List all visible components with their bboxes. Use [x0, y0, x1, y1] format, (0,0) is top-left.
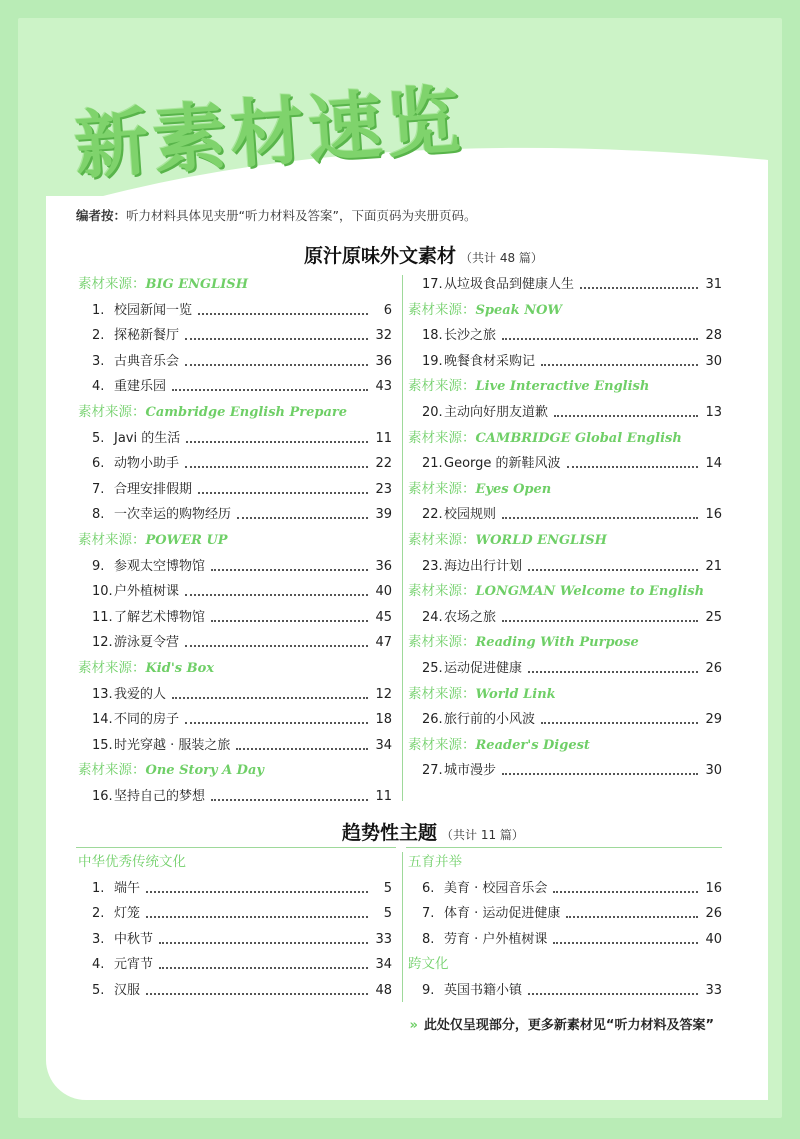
entry-number: 1. — [92, 302, 105, 318]
editor-note-label: 编者按： — [76, 208, 127, 223]
source-label: 素材来源： — [78, 531, 146, 548]
entry-page-number: 14 — [705, 456, 722, 472]
source-name: Eyes Open — [475, 481, 552, 497]
entry-title: 城市漫步 — [444, 763, 497, 779]
entry-number: 11. — [92, 609, 113, 625]
source-heading — [408, 952, 722, 978]
dot-leader — [502, 758, 698, 775]
source-label: 素材来源： — [78, 659, 146, 676]
entry-title: 元宵节 — [114, 957, 154, 973]
entry-title: 美育 · 校园音乐会 — [444, 880, 548, 896]
toc-entry[interactable] — [408, 451, 722, 477]
source-label: 五育并举 — [408, 854, 462, 870]
dot-leader — [198, 298, 368, 315]
entry-number: 5. — [92, 430, 105, 446]
source-label: 素材来源： — [408, 634, 476, 651]
source-label: 跨文化 — [408, 956, 449, 973]
entry-page-number: 36 — [375, 353, 392, 369]
entry-title: Javi 的生活 — [114, 430, 181, 446]
toc-entry[interactable] — [78, 451, 392, 477]
source-heading — [408, 528, 722, 554]
dot-leader — [502, 323, 698, 340]
entry-number: 26. — [422, 712, 443, 728]
toc-entry[interactable] — [78, 784, 392, 810]
entry-number: 3. — [92, 353, 105, 369]
toc-entry[interactable] — [78, 682, 392, 708]
section-title-trend — [342, 818, 524, 845]
entry-number: 2. — [92, 906, 105, 922]
entry-page-number: 34 — [375, 957, 392, 973]
entry-title: 游泳夏令营 — [114, 635, 180, 651]
source-name: Speak NOW — [475, 302, 563, 318]
dot-leader — [567, 451, 698, 468]
source-heading — [78, 272, 392, 298]
toc-entry[interactable] — [78, 630, 392, 656]
dot-leader — [528, 978, 698, 995]
dot-leader — [172, 374, 368, 391]
source-name: Reading With Purpose — [475, 635, 639, 651]
entry-page-number: 5 — [383, 880, 392, 896]
source-heading — [408, 477, 722, 503]
source-heading — [78, 528, 392, 554]
entry-page-number: 30 — [705, 353, 722, 369]
entry-title: 校园新闻一览 — [114, 302, 193, 318]
toc-entry[interactable] — [78, 554, 392, 580]
entry-title: 了解艺术博物馆 — [114, 609, 206, 625]
source-heading — [78, 758, 392, 784]
toc-entry[interactable] — [408, 876, 722, 902]
footer-note-text: 此处仅呈现部分，更多新素材见“听力材料及答案” — [423, 1018, 714, 1033]
entry-page-number: 11 — [375, 430, 392, 446]
toc-entry[interactable] — [78, 298, 392, 324]
dot-leader — [553, 876, 698, 893]
dot-leader — [541, 349, 698, 366]
entry-number: 10. — [92, 584, 113, 600]
entry-number: 20. — [422, 404, 443, 420]
entry-number: 1. — [92, 880, 105, 896]
toc-column-left — [78, 272, 392, 809]
source-name: BIG ENGLISH — [145, 277, 248, 292]
dot-leader — [236, 733, 368, 750]
toc-entry[interactable] — [408, 656, 722, 682]
toc-entry[interactable] — [78, 374, 392, 400]
toc-entry[interactable] — [78, 901, 392, 927]
entry-page-number: 32 — [375, 328, 392, 344]
entry-number: 27. — [422, 763, 443, 779]
entry-page-number: 28 — [705, 328, 722, 344]
entry-page-number: 36 — [375, 558, 392, 574]
dot-leader — [502, 605, 698, 622]
toc-entry[interactable] — [78, 349, 392, 375]
entry-page-number: 33 — [375, 931, 392, 947]
source-name: CAMBRIDGE Global English — [475, 430, 682, 446]
toc-entry[interactable] — [408, 901, 722, 927]
toc-entry[interactable] — [78, 579, 392, 605]
entry-page-number: 11 — [375, 788, 392, 804]
source-heading — [408, 426, 722, 452]
entry-page-number: 34 — [375, 737, 392, 753]
entry-title: 探秘新餐厅 — [114, 328, 180, 344]
dot-leader — [528, 656, 698, 673]
entry-title: 英国书籍小镇 — [444, 982, 523, 998]
entry-page-number: 5 — [383, 906, 392, 922]
editor-note-text: 听力材料具体见夹册“听力材料及答案”，下面页码为夹册页码。 — [126, 208, 477, 223]
entry-title: 校园规则 — [444, 507, 497, 523]
entry-number: 6. — [422, 880, 435, 896]
source-label: 素材来源： — [408, 378, 476, 395]
entry-page-number: 23 — [375, 481, 392, 497]
entry-number: 21. — [422, 456, 443, 472]
source-name: POWER UP — [145, 532, 228, 548]
toc-entry[interactable] — [408, 554, 722, 580]
dot-leader — [554, 400, 698, 417]
dot-leader — [185, 630, 368, 647]
section-title-foreign — [304, 241, 543, 268]
entry-number: 24. — [422, 609, 443, 625]
dot-leader — [211, 784, 368, 801]
toc-entry[interactable] — [78, 733, 392, 759]
dot-leader — [185, 323, 368, 340]
entry-number: 16. — [92, 788, 113, 804]
dot-leader — [159, 927, 368, 944]
entry-number: 14. — [92, 712, 113, 728]
source-name: One Story A Day — [145, 763, 264, 779]
entry-title: 户外植树课 — [114, 584, 180, 600]
source-name: WORLD ENGLISH — [475, 532, 607, 548]
entry-title: 一次幸运的购物经历 — [114, 507, 232, 523]
dot-leader — [198, 477, 368, 494]
entry-page-number: 13 — [705, 404, 722, 420]
entry-page-number: 6 — [383, 302, 392, 318]
entry-number: 25. — [422, 660, 443, 676]
entry-page-number: 31 — [705, 277, 722, 292]
section-count: （共计 48 篇） — [460, 251, 543, 265]
entry-page-number: 16 — [705, 880, 722, 896]
entry-number: 6. — [92, 456, 105, 472]
entry-title: 灯笼 — [114, 906, 141, 922]
entry-title: 参观太空博物馆 — [114, 558, 206, 574]
entry-title: 海边出行计划 — [444, 558, 523, 574]
dot-leader — [186, 426, 368, 443]
toc-entry[interactable] — [78, 477, 392, 503]
toc-entry[interactable] — [408, 323, 722, 349]
toc-entry[interactable] — [78, 502, 392, 528]
toc-entry[interactable] — [408, 605, 722, 631]
source-heading — [78, 400, 392, 426]
column-divider — [402, 275, 403, 801]
entry-title: 古典音乐会 — [114, 353, 180, 369]
entry-page-number: 40 — [705, 931, 722, 947]
toc-column-right — [408, 272, 722, 784]
toc-entry[interactable] — [408, 349, 722, 375]
source-name: Cambridge English Prepare — [145, 404, 348, 420]
entry-number: 13. — [92, 686, 113, 702]
toc-entry[interactable] — [408, 707, 722, 733]
entry-title: 汉服 — [114, 982, 141, 998]
source-label: 素材来源： — [408, 531, 476, 548]
source-heading — [78, 656, 392, 682]
toc-column-left — [78, 850, 392, 1004]
entry-number: 15. — [92, 737, 113, 753]
toc-entry[interactable] — [78, 707, 392, 733]
dot-leader — [159, 952, 368, 969]
entry-number: 9. — [422, 982, 435, 998]
toc-entry[interactable] — [78, 952, 392, 978]
dot-leader — [541, 707, 698, 724]
entry-number: 17. — [422, 277, 443, 292]
entry-title: 不同的房子 — [114, 712, 180, 728]
entry-number: 4. — [92, 957, 105, 973]
toc-entry[interactable] — [78, 323, 392, 349]
entry-page-number: 26 — [705, 906, 722, 922]
entry-title: 中秋节 — [114, 931, 154, 947]
editor-note — [76, 206, 476, 224]
entry-title: 时光穿越 · 服装之旅 — [114, 737, 231, 753]
section-title-text: 原汁原味外文素材 — [304, 245, 457, 267]
toc-entry[interactable] — [78, 927, 392, 953]
entry-title: 从垃圾食品到健康人生 — [444, 277, 575, 292]
entry-page-number: 26 — [705, 660, 722, 676]
column-divider — [402, 852, 403, 1002]
dot-leader — [146, 978, 368, 995]
dot-leader — [172, 682, 368, 699]
entry-page-number: 25 — [705, 609, 722, 625]
entry-page-number: 16 — [705, 507, 722, 523]
entry-title: 合理安排假期 — [114, 481, 193, 497]
source-heading — [408, 850, 722, 876]
entry-page-number: 22 — [375, 456, 392, 472]
toc-entry[interactable] — [78, 605, 392, 631]
entry-page-number: 12 — [375, 686, 392, 702]
entry-number: 8. — [422, 931, 435, 947]
toc-entry[interactable] — [78, 876, 392, 902]
dot-leader — [237, 502, 368, 519]
source-heading — [408, 374, 722, 400]
source-name: Live Interactive English — [475, 379, 650, 395]
footer-note — [410, 1014, 715, 1033]
entry-title: 体育 · 运动促进健康 — [444, 906, 561, 922]
entry-title: 主动向好朋友道歉 — [444, 404, 549, 420]
toc-entry[interactable] — [408, 927, 722, 953]
source-label: 素材来源： — [408, 685, 476, 702]
entry-title: George 的新鞋风波 — [444, 456, 561, 472]
toc-entry[interactable] — [408, 272, 722, 298]
source-name: LONGMAN Welcome to English — [475, 584, 705, 600]
dot-leader — [185, 451, 368, 468]
dot-leader — [528, 554, 698, 571]
source-name: World Link — [475, 686, 556, 702]
toc-entry[interactable] — [78, 978, 392, 1004]
toc-entry[interactable] — [78, 426, 392, 452]
source-heading — [408, 682, 722, 708]
entry-title: 劳育 · 户外植树课 — [444, 931, 548, 947]
entry-number: 8. — [92, 507, 105, 523]
entry-number: 7. — [422, 906, 435, 922]
entry-page-number: 39 — [375, 507, 392, 523]
entry-page-number: 48 — [375, 982, 392, 998]
entry-number: 5. — [92, 982, 105, 998]
dot-leader — [146, 876, 368, 893]
source-heading — [78, 850, 392, 876]
source-label: 素材来源： — [78, 403, 146, 420]
source-heading — [408, 298, 722, 324]
dot-leader — [185, 349, 368, 366]
entry-page-number: 47 — [375, 635, 392, 651]
entry-number: 18. — [422, 328, 443, 344]
entry-page-number: 30 — [705, 763, 722, 779]
entry-page-number: 45 — [375, 609, 392, 625]
dot-leader — [566, 901, 698, 918]
dot-leader — [211, 554, 368, 571]
source-label: 素材来源： — [408, 736, 476, 753]
entry-number: 23. — [422, 558, 443, 574]
entry-title: 动物小助手 — [114, 456, 180, 472]
entry-title: 坚持自己的梦想 — [114, 788, 206, 804]
source-name: Kid's Box — [145, 660, 215, 676]
entry-title: 重建乐园 — [114, 379, 167, 395]
dot-leader — [580, 272, 698, 289]
section-divider-left — [76, 847, 396, 848]
entry-number: 12. — [92, 635, 113, 651]
dot-leader — [211, 605, 368, 622]
entry-title: 农场之旅 — [444, 609, 497, 625]
section-count: （共计 11 篇） — [441, 828, 524, 842]
entry-number: 2. — [92, 328, 105, 344]
entry-number: 4. — [92, 379, 105, 395]
entry-page-number: 40 — [375, 584, 392, 600]
source-heading — [408, 630, 722, 656]
toc-entry[interactable] — [408, 400, 722, 426]
entry-page-number: 29 — [705, 712, 722, 728]
toc-entry[interactable] — [408, 502, 722, 528]
source-heading — [408, 733, 722, 759]
dot-leader — [185, 707, 368, 724]
double-chevron-right-icon: » — [409, 1018, 418, 1033]
entry-title: 端午 — [114, 880, 141, 896]
source-label: 素材来源： — [78, 276, 146, 292]
source-name: Reader's Digest — [475, 737, 590, 753]
entry-number: 22. — [422, 507, 443, 523]
section-divider-right — [406, 847, 722, 848]
dot-leader — [502, 502, 698, 519]
source-label: 素材来源： — [408, 429, 476, 446]
entry-number: 19. — [422, 353, 443, 369]
source-label: 素材来源： — [408, 583, 476, 600]
entry-title: 长沙之旅 — [444, 328, 497, 344]
entry-page-number: 21 — [705, 558, 722, 574]
entry-page-number: 18 — [375, 712, 392, 728]
entry-page-number: 43 — [375, 379, 392, 395]
dot-leader — [553, 927, 698, 944]
source-heading — [408, 579, 722, 605]
toc-entry[interactable] — [408, 978, 722, 1004]
entry-number: 3. — [92, 931, 105, 947]
entry-number: 7. — [92, 481, 105, 497]
page-title: 新素材速览 — [71, 77, 467, 191]
source-label: 素材来源： — [408, 301, 476, 318]
source-label: 素材来源： — [408, 480, 476, 497]
dot-leader — [185, 579, 368, 596]
source-label: 中华优秀传统文化 — [78, 854, 186, 870]
toc-entry[interactable] — [408, 758, 722, 784]
entry-title: 晚餐食材采购记 — [444, 353, 536, 369]
entry-title: 旅行前的小风波 — [444, 712, 536, 728]
entry-page-number: 33 — [705, 982, 722, 998]
dot-leader — [146, 901, 368, 918]
section-title-text: 趋势性主题 — [342, 822, 438, 844]
entry-title: 我爱的人 — [114, 686, 167, 702]
source-label: 素材来源： — [78, 762, 146, 779]
entry-title: 运动促进健康 — [444, 660, 523, 676]
entry-number: 9. — [92, 558, 105, 574]
toc-column-right — [408, 850, 722, 1004]
